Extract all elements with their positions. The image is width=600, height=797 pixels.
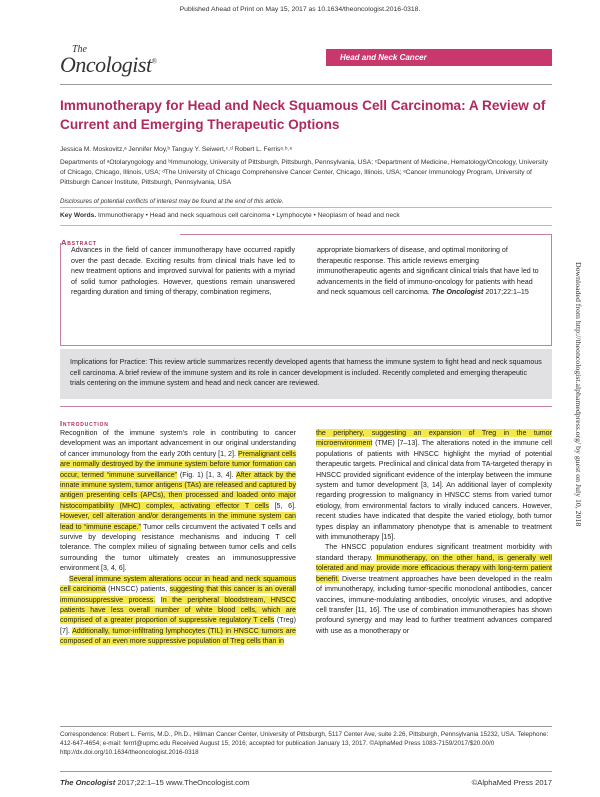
keywords-list: Immunotherapy • Head and neck squamous cell carcinoma • Lymphocyte • Neoplasm of head and neck [98, 212, 400, 219]
correspondence: Correspondence: Robert L. Ferris, M.D., Ph.D., Hillman Cancer Center, University of Pittsburgh, 5117 Center Ave, suite 2.26, Pittsburgh, Pennsylvania 15232, USA. Telephone: 412-647-4654; e-mail: ferrrl@upmc.edu Received August 15, 2016; accepted for publication January 13, 2017. ©AlphaMed Press 1083-7159/2017/$20.00/0 http://dx.doi.org/10.1634/theoncologist.2016-0318 [60, 726, 552, 758]
header-divider [60, 84, 552, 85]
abstract-box [60, 234, 552, 346]
intro-left-column [60, 428, 296, 647]
highlight[interactable]: Premalignant cells are normally destroyed by the immune system before tumor formation can occur, termed “immune surveillance” [60, 449, 296, 479]
download-watermark: Downloaded from http://theoncologist.alphamedpress.org/ by guest on July 10, 2018 [574, 262, 583, 527]
highlight[interactable]: In the peripheral bloodstream, HNSCC patients have less overall number of white blood cells, which are comprised of a greater proportion of suppressive regulatory T cells [60, 595, 296, 625]
page-footer [60, 771, 552, 787]
logo-name: Oncologist® [60, 52, 157, 77]
highlight[interactable]: Several immune system alterations occur in head and neck squamous cell carcinoma [60, 574, 296, 594]
footer-journal: The Oncologist [60, 778, 116, 787]
highlight[interactable]: the periphery, suggesting an expansion of Treg in the tumor microenvironment [316, 429, 552, 448]
paragraph: the periphery, suggesting an expansion of Treg in the tumor microenvironment (TME) [7–13]. The alterations noted in the immune cell populations of patients with HNSCC highlight the myriad of potential therapeutic targets. Preclinical and clinical data from TA-targeted therapy in HNSCC provided significant evidence of the interplay between the immune system and tumor development [3, 14]. An additional layer of complexity regarding progression to malignancy in HNSCC stems from varied tumor etiology, from environmental factors to virally induced cancers. However, recent studies have indicated that despite the varied etiology, both tumor types display an inflammatory phenotype that is amenable to treatment with immunotherapy [15]. [316, 429, 552, 542]
paragraph: The HNSCC population endures significant treatment morbidity with standard therapy. Immunotherapy, on the other hand, is generally well tolerated and may provide more efficacious therapy with long-term patient benefit. Diverse treatment approaches have been developed in the realm of immunotherapy, including tumor-specific monoclonal antibodies, cancer vaccines, immune-modulating antibodies, oncolytic viruses, and adoptive cell transfer [11, 16]. The use of combination immunotherapies has shown profound synergy and may lead to further treatment advances compared with use as a monotherapy or [316, 543, 552, 635]
section-tab: Head and Neck Cancer [326, 49, 552, 66]
highlight[interactable]: Additionally, tumor-infiltrating lymphocytes (TIL) in HNSCC tumors are composed of an even more suppressive population of Treg cells than in [60, 626, 296, 646]
abstract-cite: 2017;22:1–15 [485, 288, 529, 296]
article-title: Immunotherapy for Head and Neck Squamous Cell Carcinoma: A Review of Current and Emerging Therapeutic Options [60, 98, 546, 132]
implications-for-practice: Implications for Practice: This review article summarizes recently developed agents that harness the immune system to fight head and neck squamous cell carcinoma. A brief review of the immune system and its role in cancer development is included. Recently completed and emerging therapeutic trials centering on the immune system and head and neck cancer are reviewed. [60, 349, 552, 399]
author-list: Jessica M. Moskovitz,ᵃ Jennifer Moy,ᵇ Tanguy Y. Seiwert,ᶜ˒ᵈ Robert L. Ferrisᵃ˒ᵇ˒ᵉ [60, 146, 293, 153]
affiliations: Departments of ᵃOtolaryngology and ᵇImmunology, University of Pittsburgh, Pittsburgh, Pennsylvania, USA; ᶜDepartment of Medicine, Hematology/Oncology, University of Chicago, Chicago, Illinois, USA; ᵈThe University of Chicago Comprehensive Cancer Center, Chicago, Illinois, USA; ᵉCancer Immunology Program, University of Pittsburgh Cancer Institute, Pittsburgh, Pennsylvania, USA [60, 159, 548, 187]
highlight[interactable]: Immunotherapy, on the other hand, is generally well tolerated and may provide more efficacious therapy with long-term patient benefit. [316, 553, 552, 583]
logo-the: The [72, 44, 87, 55]
abstract-left-column: Advances in the field of cancer immunotherapy have occurred rapidly over the past decade. Exciting results from clinical trials have led to new treatment options and improved survival for patients with a myriad of solid tumor pathologies. However, questions remain unanswered regarding duration and timing of therapy, combination regimens, [71, 246, 295, 296]
introduction-heading: Introduction [60, 406, 552, 426]
paragraph: Several immune system alterations occur in head and neck squamous cell carcinoma (HNSCC) patients, suggesting that this cancer is an overall immunosuppressive process. In the peripheral bloodstream, HNSCC patients have less overall number of white blood cells, which are comprised of a greater proportion of suppressive regulatory T cells (Treg) [7]. Additionally, tumor-infiltrating lymphocytes (TIL) in HNSCC tumors are composed of an even more suppressive population of Treg cells than in [60, 574, 296, 646]
divider [60, 207, 552, 208]
divider [60, 225, 552, 226]
highlight[interactable]: However, cell alteration and/or derangements in the immune system can lead to “immune escape.” [60, 512, 296, 531]
keywords-label: Key Words. [60, 212, 97, 219]
published-note: Published Ahead of Print on May 15, 2017 as 10.1634/theoncologist.2016-0318. [179, 6, 421, 13]
intro-right-column [316, 428, 552, 636]
highlight[interactable]: After attack by the innate immune system, tumor antigens (TAs) are released and captured by antigen presenting cells (APCs), then processed and loaded onto major histocompatibility (MHC) complex, activating effector T cells [60, 470, 296, 510]
abstract-heading: Abstract [60, 229, 180, 243]
footer-publisher: ©AlphaMed Press 2017 [471, 778, 552, 787]
keywords [60, 212, 552, 219]
abstract-right-column: appropriate biomarkers of disease, and optimal monitoring of therapeutic response. This article reviews emerging immunotherapeutic agents and significant clinical trials that have led to advancements in the field of immuno-oncology for patients with head and neck squamous cell carcinoma. The Oncologist 2017;22:1–15 [317, 246, 539, 296]
paragraph: Recognition of the immune system’s role in contributing to cancer development was an important advancement in our original understanding of cancer immunology from the early 20th century [1, 2]. Premalignant cells are normally destroyed by the immune system before tumor formation can occur, termed “immune surveillance” (Fig. 1) [1, 3, 4]. After attack by the innate immune system, tumor antigens (TAs) are released and captured by antigen presenting cells (APCs), then processed and loaded onto major histocompatibility (MHC) complex, activating effector T cells [5, 6]. However, cell alteration and/or derangements in the immune system can lead to “immune escape.” Tumor cells circumvent the activated T cells and survive by developing resistance mechanisms and inducing T cell tolerance. The complex milieu of signaling between tumor cells and cells surrounding the tumor ultimately creates an immunosuppressive environment [3, 4, 6]. [60, 429, 297, 573]
highlight[interactable]: suggesting that this cancer is an overall immunosuppressive process. [60, 585, 296, 604]
disclosure-note: Disclosures of potential conflicts of interest may be found at the end of this article. [60, 198, 284, 205]
footer-citation: 2017;22:1–15 www.TheOncologist.com [115, 778, 250, 787]
abstract-cite-journal: The Oncologist [431, 288, 484, 296]
